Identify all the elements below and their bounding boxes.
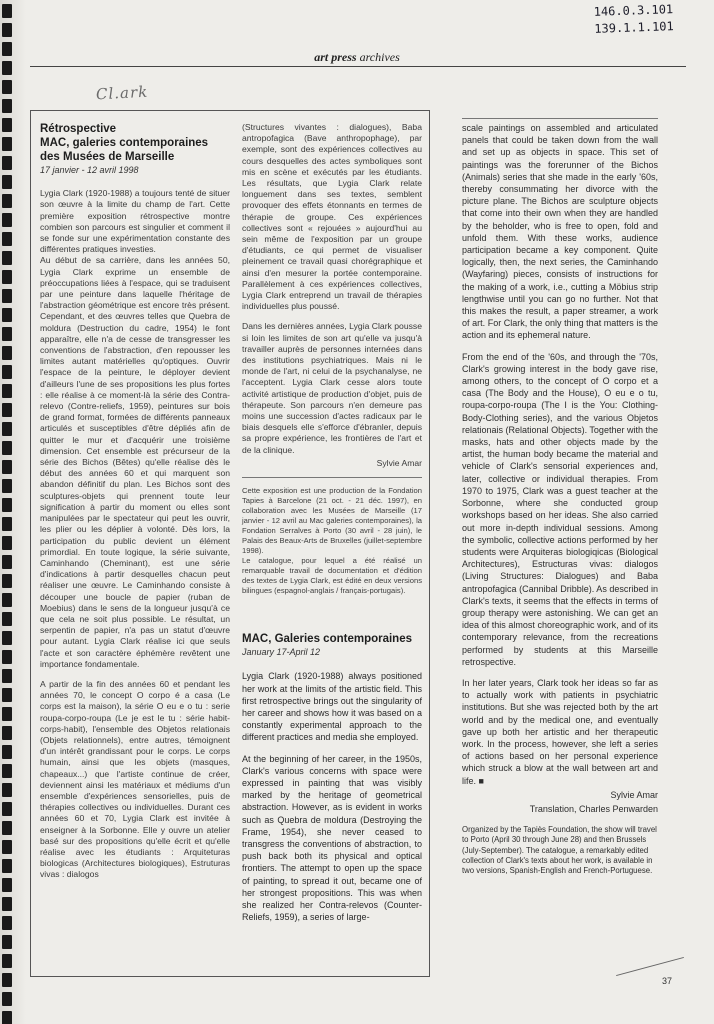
column-separator [242, 477, 422, 478]
french-paragraph-1: Lygia Clark (1920-1988) a toujours tenté de situer son œuvre à la limite du champ de l'art. Cette première exposition rétrospective montre combien son parcours est singulier et comment il se fonde sur une expérimentation constante des différentes pratiques investies. [40, 188, 230, 255]
reference-line-1: 146.0.3.101 [593, 2, 674, 19]
binding-hole [2, 821, 12, 835]
french-paragraph-4: (Structures vivantes : dialogues), Baba antropofagica (Bave anthropophage), par exemple, sont des expériences collectives au cours desquelles des actes symboliques sont mis en scène et exécutés par les étudiants. Les résultats, que Lygia Clark relate longuement dans ses textes, semblent provoquer des effets étonnants en termes de thérapie de groupe. Ces expériences collectives sont « rejouées » aujourd'hui au sein même de l'exposition par un groupe d'étudiants, ce qui permet de visualiser pleinement ce travail quasi chorégraphique et ainsi d'en mesurer la portée contemporaine. Parallèlement à ces expériences collectives, Lygia Clark entreprend un travail de thérapies individuelles plus poussé. [242, 122, 422, 312]
french-paragraph-2: Au début de sa carrière, dans les années 50, Lygia Clark exprime un ensemble de préoccupations liées à l'espace, qui se traduisent par une peinture dans laquelle l'héritage de l'abstraction géométrique est encore très présent. Cependant, et des œuvres telles que Quebra de moldura (Destruction du cadre, 1954) le font apparaître, elle n'a de cesse de transgresser les conventions de l'abstraction, d'en repousser les limites autant matérielles qu'optiques. Ouvrir l'espace de la peinture, le déployer devient d'ailleurs l'une de ses propositions les plus fortes : elle réalise à ce moment-là la série des Contra-relevo (Contre-reliefs, 1959), peintures sur bois de grand format, formées de différents panneaux articulés et susceptibles d'être dépliés afin de quitter le mur et d'acquérir une troisième dimension. Cet ensemble est précurseur de la série des Bichos (Bêtes) qu'elle réalise dès le début des années 60 et qui marquent son abandon définitif du plan. Les Bichos sont des sculptures-objets qui prennent toute leur signification à partir du moment ou elles sont manipulées par le spectateur qui peut les ouvrir, les plier ou les déplier à volonté. Dès lors, la participation du public devient un élément primordial. En toute logique, la série suivante, Caminhando (Cheminant), est une série d'indications à partir desquelles chacun peut réaliser une œuvre. Le Caminhando consiste à découper une boucle de papier (ruban de Moebius) dans le sens de la longueur jusqu'à ce que cela ne soit plus possible. Le résultat, un serpentin de papier, n'a pas un statut d'œuvre pour autant. Lygia Clark réalise ici que seuls l'acte et son caractère éphémère revêtent une importance fondamentale. [40, 255, 230, 669]
binding-hole [2, 764, 12, 778]
binding-hole [2, 631, 12, 645]
french-title-line-1: Rétrospective [40, 123, 117, 135]
binding-hole [2, 384, 12, 398]
english-paragraph-3: scale paintings on assembled and articulated panels that could be taken down from the wall and set up as objects in space. This set of paintings was the forerunner of the Bichos (Animals) series that she made in the early '60s, thereby consummating her divorce with the picture plane. The Bichos are sculpture objects that come into their own when they are handled by the beholder, who is free to open, fold and unfold them. With these works, audience participation became a key component. Quite logically, then, the next series, the Caminhando (Wayfaring) pieces, consists of instructions for the making of a work, i.e., cutting a Möbius strip lengthwise until you can go no further. Not that this makes the result, a paper streamer, a work of art. For Clark, the only thing that matters is the action and its ephemeral nature. [462, 123, 658, 341]
english-column-3 [462, 122, 658, 877]
binding-hole [2, 80, 12, 94]
french-title-line-2: MAC, galeries contemporaines des Musées de Marseille [40, 137, 209, 163]
pencil-scribble: Cl.ark [95, 82, 149, 104]
binding-hole [2, 23, 12, 37]
binding-hole [2, 973, 12, 987]
french-note-1: Cette exposition est une production de la Fondation Tapies à Barcelone (21 oct. - 21 déc. 1997), en collaboration avec les Musées de Marseille (17 janvier - 12 avril au Mac galeries contemporaines), la Fondation Serralves à Porto (30 avril - 28 juin), le Palais des Beaux-Arts de Bruxelles (juillet-septembre 1998). [242, 486, 422, 556]
binding-hole [2, 99, 12, 113]
binding-hole [2, 403, 12, 417]
binding-hole [2, 213, 12, 227]
binding-hole [2, 346, 12, 360]
binding-hole [2, 935, 12, 949]
binding-hole [2, 707, 12, 721]
binding-hole [2, 270, 12, 284]
binding-hole [2, 327, 12, 341]
binding-hole [2, 194, 12, 208]
binding-hole [2, 555, 12, 569]
binding-hole [2, 954, 12, 968]
english-paragraph-1: Lygia Clark (1920-1988) always positioned her work at the limits of the artistic field. This first retrospective brings out the singularity of her career and shows how it was based on a constantly experimental approach to the different practices and media she employed. [242, 671, 422, 743]
binding-hole [2, 992, 12, 1006]
binding-hole [2, 726, 12, 740]
column-3-rule [462, 118, 658, 119]
binding-hole [2, 536, 12, 550]
binding-hole [2, 175, 12, 189]
english-paragraph-5: In her later years, Clark took her ideas so far as to actually work with patients in psychiatric institutions. But she was rejected both by the art world and by the medical one, and eventually gave up both her artistic and her therapeutic work. In the process, however, she left a series of actions based on her personal experience which struck a blow at the wall between art and life. ■ [462, 677, 658, 786]
reference-line-2: 139.1.1.101 [594, 19, 674, 36]
binding-hole [2, 574, 12, 588]
binding-hole [2, 498, 12, 512]
pencil-mark [616, 957, 684, 976]
english-paragraph-4: From the end of the '60s, and through the '70s, Clark's growing interest in the body gave rise, among others, to the concept of O corpo et a casa (The Body and the House), O eu e o tu, roupa-corpo-roupa (The I is the You: Clothing-Body-Clothing series), and the various Objetos relationais (Relational Objects). Together with the masks, hats and other objects made by the artist, the human body became the material and vehicle of Clark's sensorial experiences and, later, collective or individual therapies. From 1970 to 1975, Clark was a guest teacher at the Sorbonne, where she conducted group workshops based on her ideas. She also carried out more in-depth individual sessions. Among the symbolic, collective actions performed by her students were Arquiteras biologiqicas (Biological Architectures), Estructuras vivas: dialogos (Living Structures: Dialogues) and Baba antropofagica (Cannibal Dribble). As described in Clark's texts, it seems that the effects in terms of group therapy were astonishing. We can get an idea of this almost choreographic work, and of its contemporary relevance, from the recreations performed by students at this Marseille retrospective. [462, 351, 658, 667]
english-paragraph-2: At the beginning of her career, in the 1950s, Clark's various concerns with space were expressed in painting that was visibly marked by the heritage of geometrical abstraction. However, as is evident in works such as Quebra de moldura (Destroying the Frame, 1954), she never ceased to transgress the conventions of abstraction, to push back both its physical and optical frontiers. The attempt to open up the space of painting, to spread it out, became one of her strongest propositions. This was when she realized her Contra-relevos (Counter-Reliefs, 1959), a series of large- [242, 753, 422, 923]
binding-hole [2, 137, 12, 151]
french-column-2 [242, 122, 422, 923]
binding-hole [2, 308, 12, 322]
french-dateline: 17 janvier - 12 avril 1998 [40, 165, 139, 175]
binding-hole [2, 4, 12, 18]
binding-hole [2, 802, 12, 816]
handwritten-reference [593, 0, 704, 38]
translation-credit: Translation, Charles Penwarden [529, 803, 658, 814]
binding-hole [2, 593, 12, 607]
binding-hole [2, 878, 12, 892]
french-note-2: Le catalogue, pour lequel a été réalisé un remarquable travail de documentation et d'édition des textes de Lygia Clark, est édité en deux versions bilingues (espagnol-anglais / français-portugais). [242, 556, 422, 596]
binding-hole [2, 688, 12, 702]
english-dateline: January 17-April 12 [242, 647, 321, 658]
binding-hole [2, 118, 12, 132]
binding-hole [2, 916, 12, 930]
english-note: Organized by the Tapiès Foundation, the show will travel to Porto (April 30 through June 28) and then Brussels (July-September). The catalogue, a remarkably edited collection of Clark's texts about her work, is available in two versions, Spanish-English and French-Portuguese. [462, 825, 657, 876]
binding-hole [2, 745, 12, 759]
binding-hole [2, 156, 12, 170]
header-rule [30, 66, 686, 67]
binding-hole [2, 365, 12, 379]
binding-hole [2, 1011, 12, 1024]
page-number: 37 [662, 976, 673, 986]
binding-hole [2, 460, 12, 474]
binding-hole [2, 232, 12, 246]
binding-hole [2, 289, 12, 303]
magazine-header [0, 50, 714, 65]
binding-hole [2, 650, 12, 664]
binding-hole [2, 441, 12, 455]
binding-hole [2, 612, 12, 626]
english-signature: Sylvie Amar [610, 789, 658, 800]
binding-hole [2, 840, 12, 854]
french-paragraph-5: Dans les dernières années, Lygia Clark pousse si loin les limites de son art qu'elle va jusqu'à travailler auprès de personnes internées dans des institutions psychiatriques. Mais ni le monde de l'art, ni celui de la psychanalyse, ne l'acceptent. Lygia Clark cesse alors toute activité artistique de production d'objet, puis de thérapeute. Son parcours n'en demeure pas moins une succession d'actes radicaux par le biais desquels elle s'efforce d'ébranler, depuis sa propre expérience, les frontières de l'art et de la clinique. [242, 321, 422, 455]
magazine-section: archives [359, 50, 400, 64]
binding-hole [2, 517, 12, 531]
binding-hole [2, 251, 12, 265]
english-title: MAC, Galeries contemporaines [242, 633, 412, 646]
magazine-brand: art press [314, 50, 357, 64]
french-paragraph-3: A partir de la fin des années 60 et pendant les années 70, le concept O corpo é a casa (Le corps est la maison), la série O eu e o tu : serie roupa-corpo-roupa (Le je est le tu : série habit-corps-habit), l'ensemble des Objetos relationais (Objets relationnels), entre autres, témoignent d'un intérêt grandissant pour le corps. Le corps humain, ainsi que les objets (masques, chapeaux...) que l'artiste continue de créer, deviennent ainsi les matériaux et médiums d'un ensemble d'expériences sensorielles, puis de thérapies collectives ou individuelles. Durant ces années 60 et 70, Lygia Clark est invitée à enseigner à la Sorbonne. Elle y ouvre un atelier basé sur des propositions qu'elle écrit et qu'elle réalise avec les étudiants : Arquiteturas biologicas (Architectures biologiques), Estruturas vivas : dialogos [40, 678, 230, 880]
binding-hole [2, 859, 12, 873]
binding-hole [2, 479, 12, 493]
binding-hole [2, 422, 12, 436]
binding-hole [2, 897, 12, 911]
binding-hole [2, 669, 12, 683]
binding-hole [2, 783, 12, 797]
spiral-binding [0, 0, 18, 1024]
french-column-1 [40, 122, 230, 881]
french-signature: Sylvie Amar [376, 457, 422, 468]
